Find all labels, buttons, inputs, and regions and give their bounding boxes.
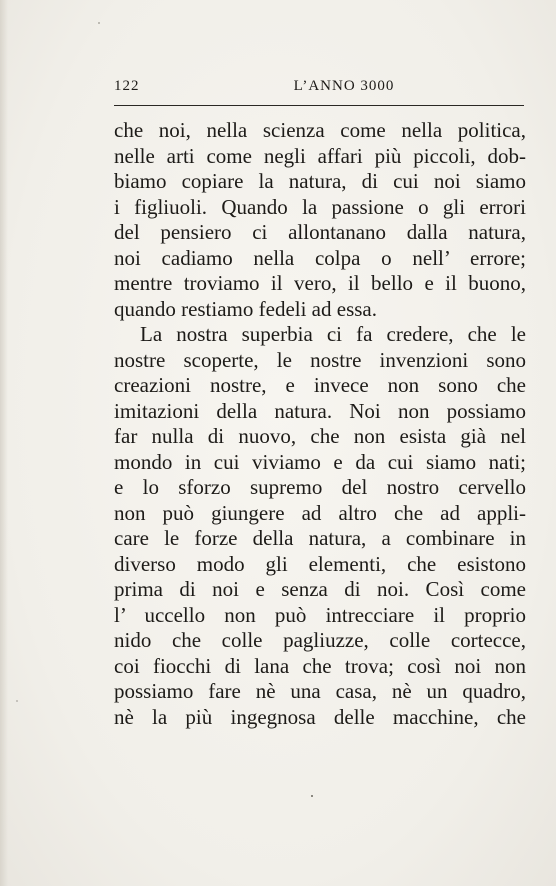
- text-line: far nulla di nuovo, che non esista già nel: [114, 424, 526, 448]
- body-text: [114, 118, 526, 730]
- paper-speck: [311, 795, 313, 797]
- paper-speck: [98, 22, 100, 24]
- text-line: nostre scoperte, le nostre invenzioni sono: [114, 347, 526, 372]
- text-line: e lo sforzo supremo del nostro cervello: [114, 475, 526, 499]
- paper-speck: [16, 700, 18, 702]
- text-line: non può giungere ad altro che ad appli-: [114, 500, 526, 525]
- text-line: care le forze della natura, a combinare in: [114, 526, 526, 550]
- text-line: noi cadiamo nella colpa o nell’ errore;: [114, 245, 526, 270]
- page-binding-shadow: [0, 0, 8, 886]
- running-head: [114, 74, 524, 98]
- running-title: L’ANNO 3000: [293, 78, 395, 94]
- text-line: biamo copiare la natura, di cui noi siamo: [114, 169, 526, 193]
- text-line: imitazioni della natura. Noi non possiamo: [114, 398, 526, 423]
- text-line: quando restiamo fedeli ad essa.: [114, 296, 377, 321]
- text-line: possiamo fare nè una casa, nè un quadro,: [114, 679, 526, 703]
- text-line: coi fiocchi di lana che trova; così noi non: [114, 653, 526, 678]
- text-line: nido che colle pagliuzze, colle cortecce,: [114, 628, 526, 652]
- text-line: mondo in cui viviamo e da cui siamo nati;: [114, 449, 526, 474]
- paragraph-2: [114, 322, 526, 730]
- text-line: nè la più ingegnosa delle macchine, che: [114, 704, 526, 729]
- text-line: che noi, nella scienza come nella politica,: [114, 118, 526, 142]
- text-line: i figliuoli. Quando la passione o gli errori: [114, 194, 526, 219]
- text-line: nelle arti come negli affari più piccoli, dob-: [114, 143, 526, 168]
- paragraph-1: [114, 118, 526, 322]
- text-line: diverso modo gli elementi, che esistono: [114, 551, 526, 576]
- header-rule: [114, 105, 524, 106]
- text-line: mentre troviamo il vero, il bello e il buono,: [114, 271, 526, 295]
- page-number: 122: [114, 78, 140, 94]
- text-line: del pensiero ci allontanano dalla natura,: [114, 220, 526, 244]
- text-line: creazioni nostre, e invece non sono che: [114, 373, 526, 397]
- text-line: l’ uccello non può intrecciare il proprio: [114, 602, 526, 627]
- text-line: prima di noi e senza di noi. Così come: [114, 577, 526, 601]
- text-line: La nostra superbia ci fa credere, che le: [140, 322, 526, 346]
